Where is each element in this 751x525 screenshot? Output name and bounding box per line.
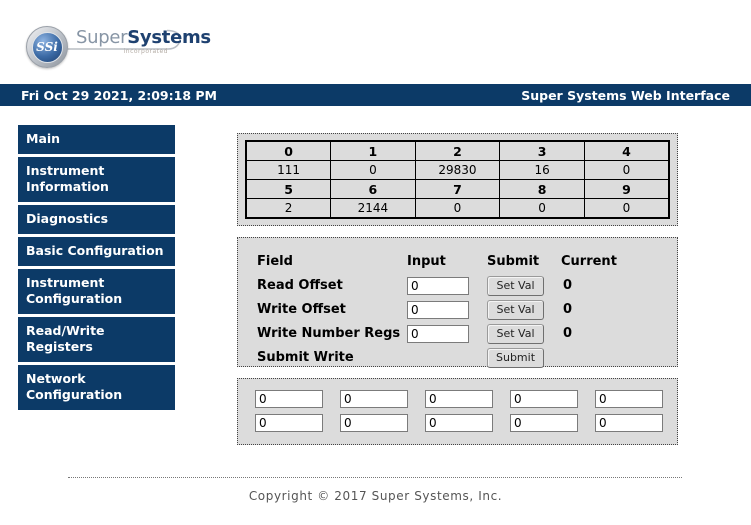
register-value-cell: 111 [246,161,331,180]
sidebar-item-diagnostics[interactable]: Diagnostics [18,205,175,234]
write-value-input-9[interactable] [595,414,663,432]
sidebar-item-read-write-registers[interactable]: Read/Write Registers [18,317,175,362]
table-header-row [246,180,669,199]
column-header-field: Field [257,253,293,269]
write-value-input-3[interactable] [510,390,578,408]
write-offset-current-value: 0 [563,301,573,317]
write-value-input-6[interactable] [340,414,408,432]
footer-copyright: Copyright © 2017 Super Systems, Inc. [248,489,503,503]
write-value-input-2[interactable] [425,390,493,408]
register-value-cell: 0 [331,161,416,180]
header-datetime: Fri Oct 29 2021, 2:09:18 PM [21,87,217,103]
register-value-cell: 0 [500,199,585,219]
register-index-cell: 3 [500,141,585,161]
register-index-cell: 8 [500,180,585,199]
offsets-form-panel [237,237,678,367]
sidebar-item-network-configuration[interactable]: Network Configuration [18,365,175,410]
read-offset-current-value: 0 [563,277,573,293]
ssi-logo-badge-icon [26,26,68,68]
header-bar [0,84,751,106]
logo-word-systems: Systems [127,27,211,48]
register-value-cell: 29830 [415,161,500,180]
submit-write-label: Submit Write [257,349,354,365]
ssi-logo-globe: SSi [32,32,63,63]
register-index-cell: 4 [584,141,669,161]
read-offset-input[interactable] [407,277,469,295]
sidebar-item-instrument-information[interactable]: Instrument Information [18,157,175,202]
register-index-cell: 5 [246,180,331,199]
write-value-input-7[interactable] [425,414,493,432]
write-number-regs-set-val-button[interactable]: Set Val [487,324,544,344]
register-value-cell: 2144 [331,199,416,219]
register-index-cell: 1 [331,141,416,161]
write-value-input-1[interactable] [340,390,408,408]
write-value-input-8[interactable] [510,414,578,432]
company-logo [24,22,211,74]
register-index-cell: 2 [415,141,500,161]
write-number-regs-current-value: 0 [563,325,573,341]
table-header-row [246,141,669,161]
write-value-input-4[interactable] [595,390,663,408]
write-values-panel [237,378,678,445]
main-content [237,133,678,445]
sidebar-item-instrument-configuration[interactable]: Instrument Configuration [18,269,175,314]
write-value-input-0[interactable] [255,390,323,408]
register-index-cell: 9 [584,180,669,199]
write-number-regs-label: Write Number Regs [257,325,401,341]
sidebar-nav [18,125,175,413]
write-offset-set-val-button[interactable]: Set Val [487,300,544,320]
sidebar-item-basic-configuration[interactable]: Basic Configuration [18,237,175,266]
column-header-submit: Submit [487,253,540,269]
table-value-row [246,161,669,180]
registers-table-panel [237,133,678,226]
registers-table [245,140,670,219]
offsets-form [257,249,677,369]
write-offset-label: Write Offset [257,301,346,317]
read-offset-label: Read Offset [257,277,343,293]
read-offset-set-val-button[interactable]: Set Val [487,276,544,296]
logo-wordmark [76,27,211,48]
register-value-cell: 0 [584,199,669,219]
register-index-cell: 0 [246,141,331,161]
register-value-cell: 2 [246,199,331,219]
write-number-regs-input[interactable] [407,325,469,343]
write-value-input-5[interactable] [255,414,323,432]
register-index-cell: 7 [415,180,500,199]
column-header-input: Input [407,253,446,269]
register-value-cell: 16 [500,161,585,180]
write-values-grid [255,390,677,432]
header-title: Super Systems Web Interface [521,87,730,103]
table-value-row [246,199,669,219]
register-value-cell: 0 [584,161,669,180]
sidebar-item-main[interactable]: Main [18,125,175,154]
register-index-cell: 6 [331,180,416,199]
submit-write-button[interactable]: Submit [487,348,544,368]
write-offset-input[interactable] [407,301,469,319]
logo-word-super: Super [76,27,128,48]
register-value-cell: 0 [415,199,500,219]
column-header-current: Current [561,253,617,269]
footer-divider [68,477,682,478]
logo-incorporated-text: incorporated [123,48,168,55]
